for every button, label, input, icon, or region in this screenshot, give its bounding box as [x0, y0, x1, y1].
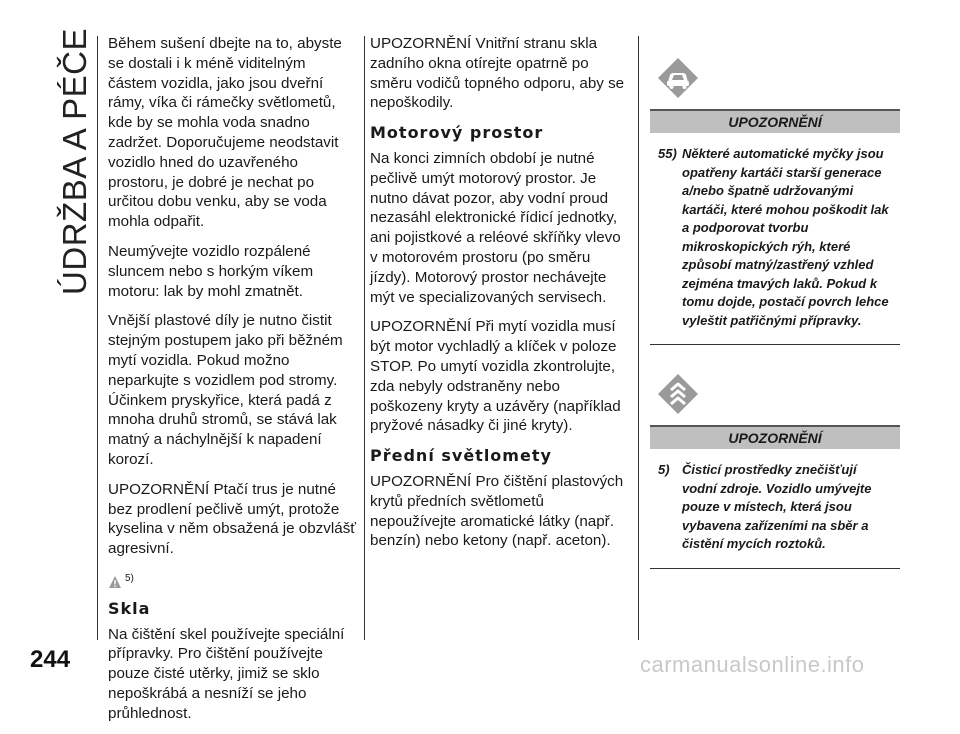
chapter-title: [48, 28, 93, 328]
reference-number: 5): [125, 572, 134, 584]
divider-right: [638, 36, 639, 640]
warning-number: 55): [658, 146, 677, 161]
warning-box-1: [650, 56, 900, 345]
paragraph: Na konci zimních období je nutné pečlivě umýt motorový prostor. Je nutno dávat pozor, aby vodní proud nezasáhl elektronické řídicí jednotky, ani pojistkové a reléové skříňky vlevo v motorovém prostoru (po směru jízdy). Motorový prostor nechávejte mýt ve specializovaných servisech.: [370, 149, 621, 306]
divider-left: [97, 36, 98, 640]
warning-body: Čisticí prostředky znečišťují vodní zdroje. Vozidlo umývejte pouze v místech, která jsou vybavena zařízeními na sběr a čistění mycích roztoků.: [682, 462, 872, 551]
divider-middle: [364, 36, 365, 640]
warning-body: Některé automatické myčky jsou opatřeny kartáči starší generace a/nebo špatně udržovanými kartáči, které mohou poškodit lak a podporovat tvorbu mikroskopických rýh, které způsobí matný/zastřený vzhled zejména tmavých laků. Pokud k tomu dojde, postačí povrch lehce vyleštit patřičnými přípravky.: [682, 146, 889, 328]
car-warning-icon: [656, 56, 700, 100]
paragraph: Během sušení dbejte na to, abyste se dostali i k méně viditelným částem vozidla, jako jsou dveřní rámy, víka či rámečky světlometů, kde by se mohla voda snadno zadržet. Doporučujeme neodstavit vozidlo hned do uzavřeného prostoru, je dobré je nechat po určitou dobu venku, aby se voda mohla odpařit.: [108, 35, 342, 231]
warning-text: [650, 133, 900, 344]
paragraph: UPOZORNĚNÍ Vnitřní stranu skla zadního okna otírejte opatrně po směru vodičů topného odporu, aby se nepoškodily.: [370, 35, 625, 112]
paragraph: UPOZORNĚNÍ Při mytí vozidla musí být motor vychladlý a klíček v poloze STOP. Po umytí vozidla zkontrolujte, zda nebyly odstraněny nebo poškozeny kryty a uzávěry (například pryžové násadky či jiné kryty).: [370, 318, 621, 435]
text-column-1: [108, 34, 358, 734]
watermark: carmanualsonline.info: [640, 652, 865, 677]
heading-predni-svetlomety: Přední světlomety: [370, 446, 552, 466]
heading-motorovy-prostor: Motorový prostor: [370, 123, 544, 143]
paragraph: Neumývejte vozidlo rozpálené sluncem nebo s horkým víkem motoru: lak by mohl zmatnět.: [108, 242, 314, 300]
warning-box-2: [650, 372, 900, 569]
text-column-2: [370, 34, 632, 561]
warning-title: UPOZORNĚNÍ: [650, 109, 900, 133]
warning-triangle-icon: [108, 575, 122, 589]
paragraph: UPOZORNĚNÍ Pro čištění plastových krytů předních světlometů nepoužívejte aromatické látky (např. benzín) nebo ketony (např. aceton).: [370, 472, 624, 550]
environment-icon: [656, 372, 700, 416]
warning-reference[interactable]: [108, 569, 358, 589]
paragraph: Vnější plastové díly je nutno čistit stejným postupem jako při běžném mytí vozidla. Pokud možno neparkujte s vozidlem pod stromy. Účinkem pryskyřice, která padá z mnoha druhů stromů, se stává lak matný a náchylnější k napadení korozí.: [108, 312, 343, 468]
warning-title: UPOZORNĚNÍ: [650, 425, 900, 449]
paragraph: Na čištění skel používejte speciální přípravky. Pro čištění používejte pouze čisté utěrky, jimiž se sklo nepoškrábá a nesníží se jeho průhlednost.: [108, 625, 345, 722]
page-number: 244: [30, 646, 71, 673]
paragraph: UPOZORNĚNÍ Ptačí trus je nutné bez prodlení pečlivě umýt, protože kyselina v něm obsažená je obzvlášť agresivní.: [108, 480, 356, 558]
warning-number: 5): [658, 462, 670, 477]
heading-skla: Skla: [108, 598, 151, 618]
chapter-title-text: ÚDRŽBA A PÉČE: [56, 28, 93, 295]
warning-text: [650, 449, 900, 568]
